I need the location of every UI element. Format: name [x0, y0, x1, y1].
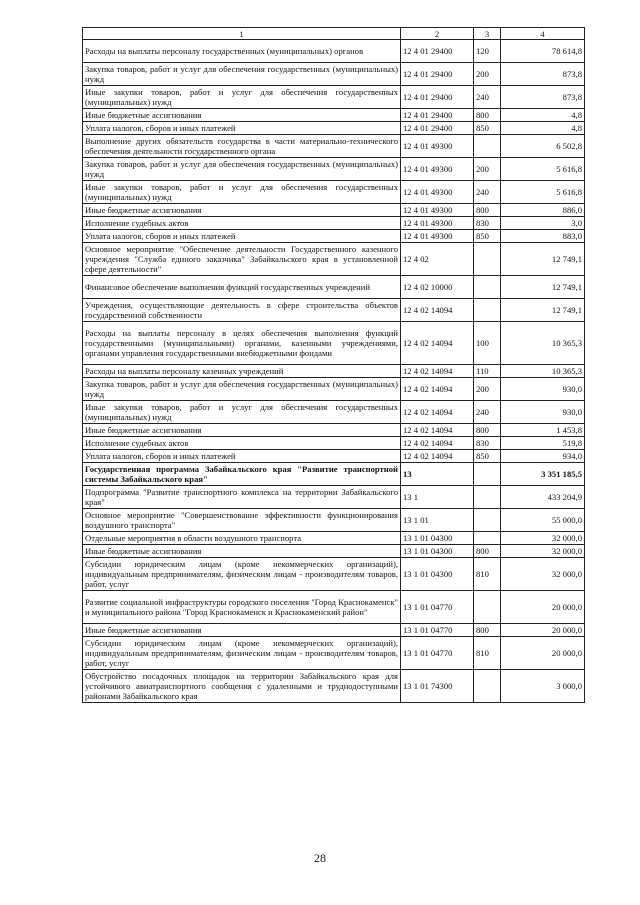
table-row: [83, 86, 585, 109]
row-sum: 3 351 185,5: [501, 463, 585, 486]
row-name: Выполнение других обязательств государства в части материально-технического обеспечения деятельности государственного органа: [83, 135, 401, 158]
table-row: [83, 40, 585, 63]
table-body: [83, 40, 585, 703]
row-sum: 1 453,8: [501, 424, 585, 437]
table-row: [83, 243, 585, 276]
row-sum: 930,0: [501, 378, 585, 401]
row-vr: 830: [474, 437, 501, 450]
row-code: 12 4 01 29400: [401, 40, 474, 63]
row-vr: 200: [474, 63, 501, 86]
row-vr: 120: [474, 40, 501, 63]
row-name: Уплата налогов, сборов и иных платежей: [83, 122, 401, 135]
row-vr: [474, 670, 501, 703]
row-sum: 12 749,1: [501, 299, 585, 322]
table-row: [83, 401, 585, 424]
row-sum: 32 000,0: [501, 532, 585, 545]
table-row: [83, 181, 585, 204]
table-row: [83, 230, 585, 243]
row-vr: [474, 532, 501, 545]
header-sum: 4: [501, 28, 585, 40]
row-code: 13 1 01 04300: [401, 545, 474, 558]
row-name: Иные закупки товаров, работ и услуг для обеспечения государственных (муниципальных) нужд: [83, 401, 401, 424]
table-row: [83, 486, 585, 509]
table-row: [83, 637, 585, 670]
row-vr: 240: [474, 181, 501, 204]
row-sum: 32 000,0: [501, 558, 585, 591]
row-name: Закупка товаров, работ и услуг для обеспечения государственных (муниципальных) нужд: [83, 378, 401, 401]
row-sum: 4,8: [501, 122, 585, 135]
row-vr: 830: [474, 217, 501, 230]
row-vr: [474, 276, 501, 299]
row-vr: [474, 135, 501, 158]
row-code: 12 4 01 49300: [401, 158, 474, 181]
row-code: 12 4 02: [401, 243, 474, 276]
row-code: 12 4 02 14094: [401, 299, 474, 322]
table-row: [83, 322, 585, 365]
table-row: [83, 122, 585, 135]
table-row: [83, 158, 585, 181]
row-sum: 5 616,8: [501, 158, 585, 181]
table-row: [83, 276, 585, 299]
row-name: Субсидии юридическим лицам (кроме некоммерческих организаций), индивидуальным предпринимателям, физическим лицам - производителям товаров, работ, услуг: [83, 558, 401, 591]
table-row: [83, 204, 585, 217]
row-vr: 800: [474, 545, 501, 558]
header-name: 1: [83, 28, 401, 40]
row-sum: 20 000,0: [501, 637, 585, 670]
table-row: [83, 450, 585, 463]
row-code: 12 4 02 14094: [401, 322, 474, 365]
header-code: 2: [401, 28, 474, 40]
row-code: 12 4 01 49300: [401, 181, 474, 204]
row-code: 12 4 01 49300: [401, 230, 474, 243]
table-row: [83, 135, 585, 158]
table-row: [83, 217, 585, 230]
row-sum: 519,8: [501, 437, 585, 450]
row-name: Иные бюджетные ассигнования: [83, 109, 401, 122]
row-vr: 200: [474, 378, 501, 401]
row-code: 13 1 01: [401, 509, 474, 532]
table-row: [83, 670, 585, 703]
row-code: 12 4 02 10000: [401, 276, 474, 299]
row-code: 12 4 02 14094: [401, 450, 474, 463]
row-name: Развитие социальной инфраструктуры городского поселения "Город Краснокаменск" и муниципального района "Город Краснокаменск и Краснокаменский район": [83, 591, 401, 624]
row-vr: 200: [474, 158, 501, 181]
row-code: 13 1 01 04770: [401, 624, 474, 637]
row-sum: 934,0: [501, 450, 585, 463]
table-row: [83, 437, 585, 450]
row-vr: 800: [474, 204, 501, 217]
table-row: [83, 558, 585, 591]
table-row: [83, 545, 585, 558]
row-code: 13: [401, 463, 474, 486]
table-row: [83, 509, 585, 532]
row-code: 13 1 01 04770: [401, 591, 474, 624]
row-name: Отдельные мероприятия в области воздушного транспорта: [83, 532, 401, 545]
row-sum: 3 000,0: [501, 670, 585, 703]
row-name: Субсидии юридическим лицам (кроме некоммерческих организаций), индивидуальным предпринимателям, физическим лицам - производителям товаров, работ, услуг: [83, 637, 401, 670]
row-sum: 6 502,8: [501, 135, 585, 158]
row-name: Исполнение судебных актов: [83, 217, 401, 230]
budget-table: [82, 27, 585, 703]
row-vr: 810: [474, 558, 501, 591]
row-name: Учреждения, осуществляющие деятельность в сфере строительства объектов государственной собственности: [83, 299, 401, 322]
row-vr: 110: [474, 365, 501, 378]
row-sum: 883,0: [501, 230, 585, 243]
table-row: [83, 63, 585, 86]
row-code: 12 4 01 49300: [401, 217, 474, 230]
row-vr: 850: [474, 122, 501, 135]
row-code: 12 4 01 29400: [401, 109, 474, 122]
table-row: [83, 532, 585, 545]
row-vr: 800: [474, 624, 501, 637]
row-sum: 5 616,8: [501, 181, 585, 204]
header-vr: 3: [474, 28, 501, 40]
row-code: 12 4 02 14094: [401, 437, 474, 450]
row-name: Иные бюджетные ассигнования: [83, 624, 401, 637]
row-vr: [474, 591, 501, 624]
row-code: 12 4 02 14094: [401, 365, 474, 378]
row-code: 12 4 01 29400: [401, 122, 474, 135]
table-row: [83, 591, 585, 624]
row-code: 12 4 01 49300: [401, 204, 474, 217]
row-code: 12 4 02 14094: [401, 378, 474, 401]
row-code: 12 4 01 29400: [401, 86, 474, 109]
row-vr: [474, 486, 501, 509]
row-vr: 810: [474, 637, 501, 670]
row-name: Иные бюджетные ассигнования: [83, 424, 401, 437]
row-sum: 12 749,1: [501, 276, 585, 299]
row-sum: 873,8: [501, 63, 585, 86]
row-code: 12 4 02 14094: [401, 424, 474, 437]
row-code: 12 4 02 14094: [401, 401, 474, 424]
row-code: 12 4 01 29400: [401, 63, 474, 86]
row-name: Уплата налогов, сборов и иных платежей: [83, 230, 401, 243]
row-name: Основное мероприятие "Обеспечение деятельности Государственного казенного учреждения "Служба единого заказчика" Забайкальского края в установленной сфере деятельности": [83, 243, 401, 276]
row-vr: [474, 509, 501, 532]
row-name: Закупка товаров, работ и услуг для обеспечения государственных (муниципальных) нужд: [83, 63, 401, 86]
row-sum: 930,0: [501, 401, 585, 424]
row-sum: 10 365,3: [501, 322, 585, 365]
table-row: [83, 365, 585, 378]
row-name: Расходы на выплаты персоналу государственных (муниципальных) органов: [83, 40, 401, 63]
table-row: [83, 424, 585, 437]
row-sum: 20 000,0: [501, 591, 585, 624]
row-sum: 10 365,3: [501, 365, 585, 378]
row-name: Исполнение судебных актов: [83, 437, 401, 450]
row-name: Государственная программа Забайкальского края "Развитие транспортной системы Забайкальского края": [83, 463, 401, 486]
row-vr: 850: [474, 450, 501, 463]
row-sum: 78 614,8: [501, 40, 585, 63]
row-name: Иные бюджетные ассигнования: [83, 204, 401, 217]
row-vr: 240: [474, 401, 501, 424]
row-sum: 20 000,0: [501, 624, 585, 637]
row-sum: 12 749,1: [501, 243, 585, 276]
row-sum: 873,8: [501, 86, 585, 109]
row-name: Основное мероприятие "Совершенствование эффективности функционирования воздушного транспорта": [83, 509, 401, 532]
row-code: 13 1 01 04300: [401, 558, 474, 591]
row-sum: 3,0: [501, 217, 585, 230]
table-row: [83, 378, 585, 401]
row-vr: 100: [474, 322, 501, 365]
row-sum: 55 000,0: [501, 509, 585, 532]
row-vr: 800: [474, 109, 501, 122]
row-code: 13 1 01 04300: [401, 532, 474, 545]
row-name: Уплата налогов, сборов и иных платежей: [83, 450, 401, 463]
row-code: 12 4 01 49300: [401, 135, 474, 158]
row-name: Обустройство посадочных площадок на территории Забайкальского края для устойчивого авиатранспортного сообщения с удаленными и труднодоступными районами Забайкальского края: [83, 670, 401, 703]
row-name: Финансовое обеспечение выполнения функций государственных учреждений: [83, 276, 401, 299]
row-vr: 850: [474, 230, 501, 243]
table-row: [83, 624, 585, 637]
table-row: [83, 299, 585, 322]
row-vr: [474, 463, 501, 486]
row-vr: 240: [474, 86, 501, 109]
row-name: Иные закупки товаров, работ и услуг для обеспечения государственных (муниципальных) нужд: [83, 86, 401, 109]
row-sum: 32 000,0: [501, 545, 585, 558]
row-code: 13 1 01 04770: [401, 637, 474, 670]
row-code: 13 1 01 74300: [401, 670, 474, 703]
row-vr: [474, 299, 501, 322]
table-header-row: [83, 28, 585, 40]
row-name: Иные закупки товаров, работ и услуг для обеспечения государственных (муниципальных) нужд: [83, 181, 401, 204]
row-vr: 800: [474, 424, 501, 437]
table-row: [83, 463, 585, 486]
row-name: Подпрограмма "Развитие транспортного комплекса на территории Забайкальского края": [83, 486, 401, 509]
row-name: Иные бюджетные ассигнования: [83, 545, 401, 558]
row-name: Закупка товаров, работ и услуг для обеспечения государственных (муниципальных) нужд: [83, 158, 401, 181]
row-sum: 4,8: [501, 109, 585, 122]
row-sum: 433 204,9: [501, 486, 585, 509]
page-number: 28: [314, 851, 326, 865]
row-name: Расходы на выплаты персоналу казенных учреждений: [83, 365, 401, 378]
row-vr: [474, 243, 501, 276]
row-code: 13 1: [401, 486, 474, 509]
table-row: [83, 109, 585, 122]
row-sum: 886,0: [501, 204, 585, 217]
row-name: Расходы на выплаты персоналу в целях обеспечения выполнения функций государственными (муниципальными) органами, казенными учреждениями, органами управления государственными внебюджетными фондами: [83, 322, 401, 365]
